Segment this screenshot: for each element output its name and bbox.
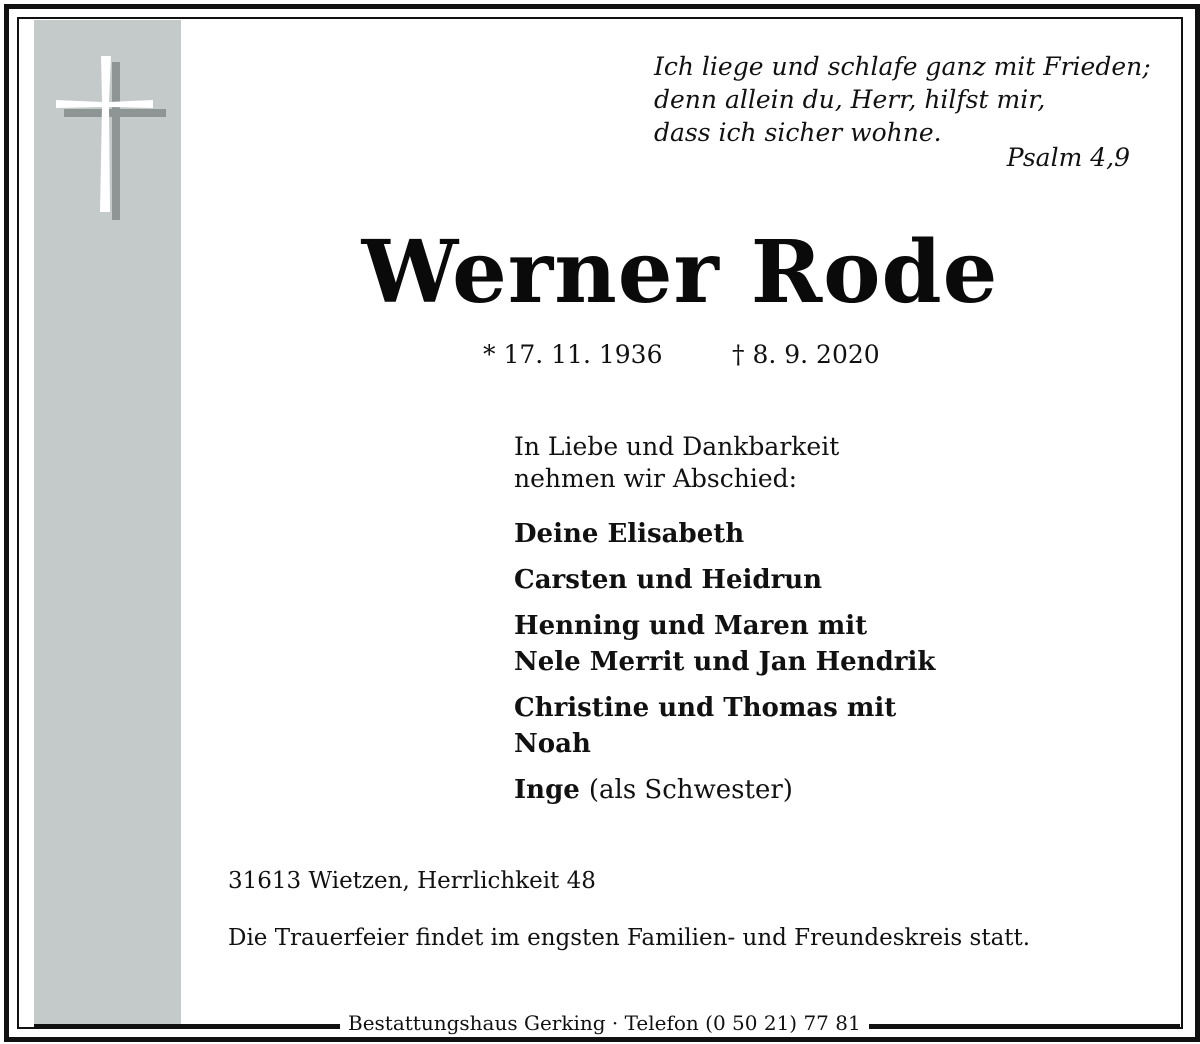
mourner-note: (als Schwester) xyxy=(588,775,793,805)
mourner-entry xyxy=(514,772,935,808)
cross-shadow-horizontal xyxy=(64,109,166,117)
cross-shadow-vertical xyxy=(112,62,120,220)
mourner-entry xyxy=(514,608,935,680)
address: 31613 Wietzen, Herrlichkeit 48 xyxy=(228,868,596,894)
intro-line: nehmen wir Abschied: xyxy=(514,464,798,493)
footer-rule-left xyxy=(34,1024,340,1027)
birth-date: * 17. 11. 1936 xyxy=(483,340,663,369)
mourner-name: Deine Elisabeth xyxy=(514,519,745,549)
mourner-name: Noah xyxy=(514,729,591,759)
psalm-line: dass ich sicher wohne. xyxy=(654,118,942,147)
psalm-line: denn allein du, Herr, hilfst mir, xyxy=(654,85,1046,114)
mourner-name: Henning und Maren mit xyxy=(514,611,868,641)
mourner-name: Carsten und Heidrun xyxy=(514,565,823,595)
mourners-list xyxy=(514,516,935,818)
footer-rule-right xyxy=(850,1024,1180,1027)
psalm-reference: Psalm 4,9 xyxy=(1006,143,1130,172)
cross-icon xyxy=(52,52,168,222)
mourner-entry xyxy=(514,562,935,598)
psalm-quote xyxy=(654,50,1151,149)
mourner-entry xyxy=(514,516,935,552)
mourner-name: Inge xyxy=(514,775,580,805)
psalm-line: Ich liege und schlafe ganz mit Frieden; xyxy=(654,52,1151,81)
mourner-name: Christine und Thomas mit xyxy=(514,693,897,723)
service-notice: Die Trauerfeier findet im engsten Familien- und Freundeskreis statt. xyxy=(228,925,1031,951)
cross-shape xyxy=(56,56,153,212)
intro-line: In Liebe und Dankbarkeit xyxy=(514,432,840,461)
mourner-name: Nele Merrit und Jan Hendrik xyxy=(514,647,936,677)
death-date: † 8. 9. 2020 xyxy=(732,340,880,369)
farewell-intro xyxy=(514,431,839,495)
deceased-name: Werner Rode xyxy=(361,222,999,323)
mourner-entry xyxy=(514,690,935,762)
funeral-home-footer: Bestattungshaus Gerking · Telefon (0 50 21) 77 81 xyxy=(340,1011,869,1035)
